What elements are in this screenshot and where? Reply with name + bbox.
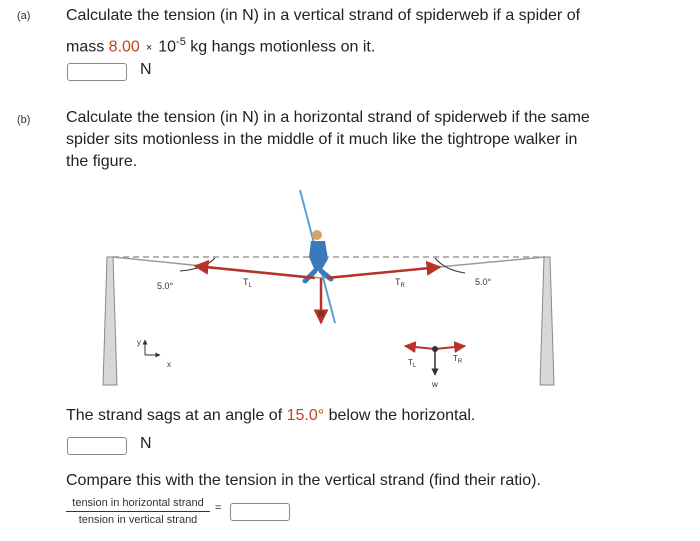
tl-label: $T_L$ [243,277,252,289]
sag-prefix: The strand sags at an angle of [66,407,287,424]
tightrope-walker [305,230,331,281]
part-a-mass-prefix: mass [66,38,109,56]
part-b-question-line3: the figure. [66,153,138,170]
free-body-diagram [405,346,465,389]
sag-suffix: below the horizontal. [324,407,476,424]
sag-angle-text [66,405,475,427]
axis-x-label: x [167,360,171,369]
axis-y-label: y [137,338,141,347]
tension-left-arrow [195,266,315,278]
part-b-question-line1: Calculate the tension (in N) in a horizontal strand of spiderweb if the same [66,109,590,126]
part-a-unit: N [140,61,152,78]
exp-base: 10 [158,38,177,56]
tension-right-arrow [327,267,440,278]
tr-label: $T_R$ [395,277,405,289]
compare-text: Compare this with the tension in the vertical strand (find their ratio). [66,472,541,489]
sag-angle-value: 15.0° [286,407,325,424]
tightrope-figure [95,185,565,390]
left-angle-label: 5.0° [157,281,174,291]
fbd-w-label: w [432,380,438,389]
ratio-answer-input[interactable] [230,503,290,521]
part-a-mass-suffix: kg hangs motionless on it. [185,38,376,56]
times-sign: × [145,42,153,55]
part-a-question-line1: Calculate the tension (in N) in a vertical strand of spiderweb if a spider of [66,7,581,24]
part-a-answer-input[interactable] [67,63,127,81]
w-label: w [318,308,325,318]
fraction-bar [66,511,210,512]
coordinate-axes [137,338,171,369]
part-a-mass-value: 8.00 [108,38,140,56]
part-b-label: (b) [17,114,31,126]
fbd-tl-label: $T_L$ [408,358,417,369]
part-b-tension-input[interactable] [67,437,127,455]
part-a-question-line2 [66,31,375,59]
ratio-denominator: tension in vertical strand [78,514,198,526]
right-pole [540,257,554,385]
part-a-label: (a) [17,10,31,22]
part-b-unit: N [140,435,152,452]
equals-sign: = [215,502,222,514]
exp-power: -5 [176,36,186,48]
left-pole [103,257,117,385]
fbd-tr-label: $T_R$ [453,354,463,365]
part-b-question-line2: spider sits motionless in the middle of it much like the tightrope walker in [66,131,578,148]
ratio-fraction [66,497,210,526]
ratio-numerator: tension in horizontal strand [72,497,204,509]
right-angle-label: 5.0° [475,277,492,287]
